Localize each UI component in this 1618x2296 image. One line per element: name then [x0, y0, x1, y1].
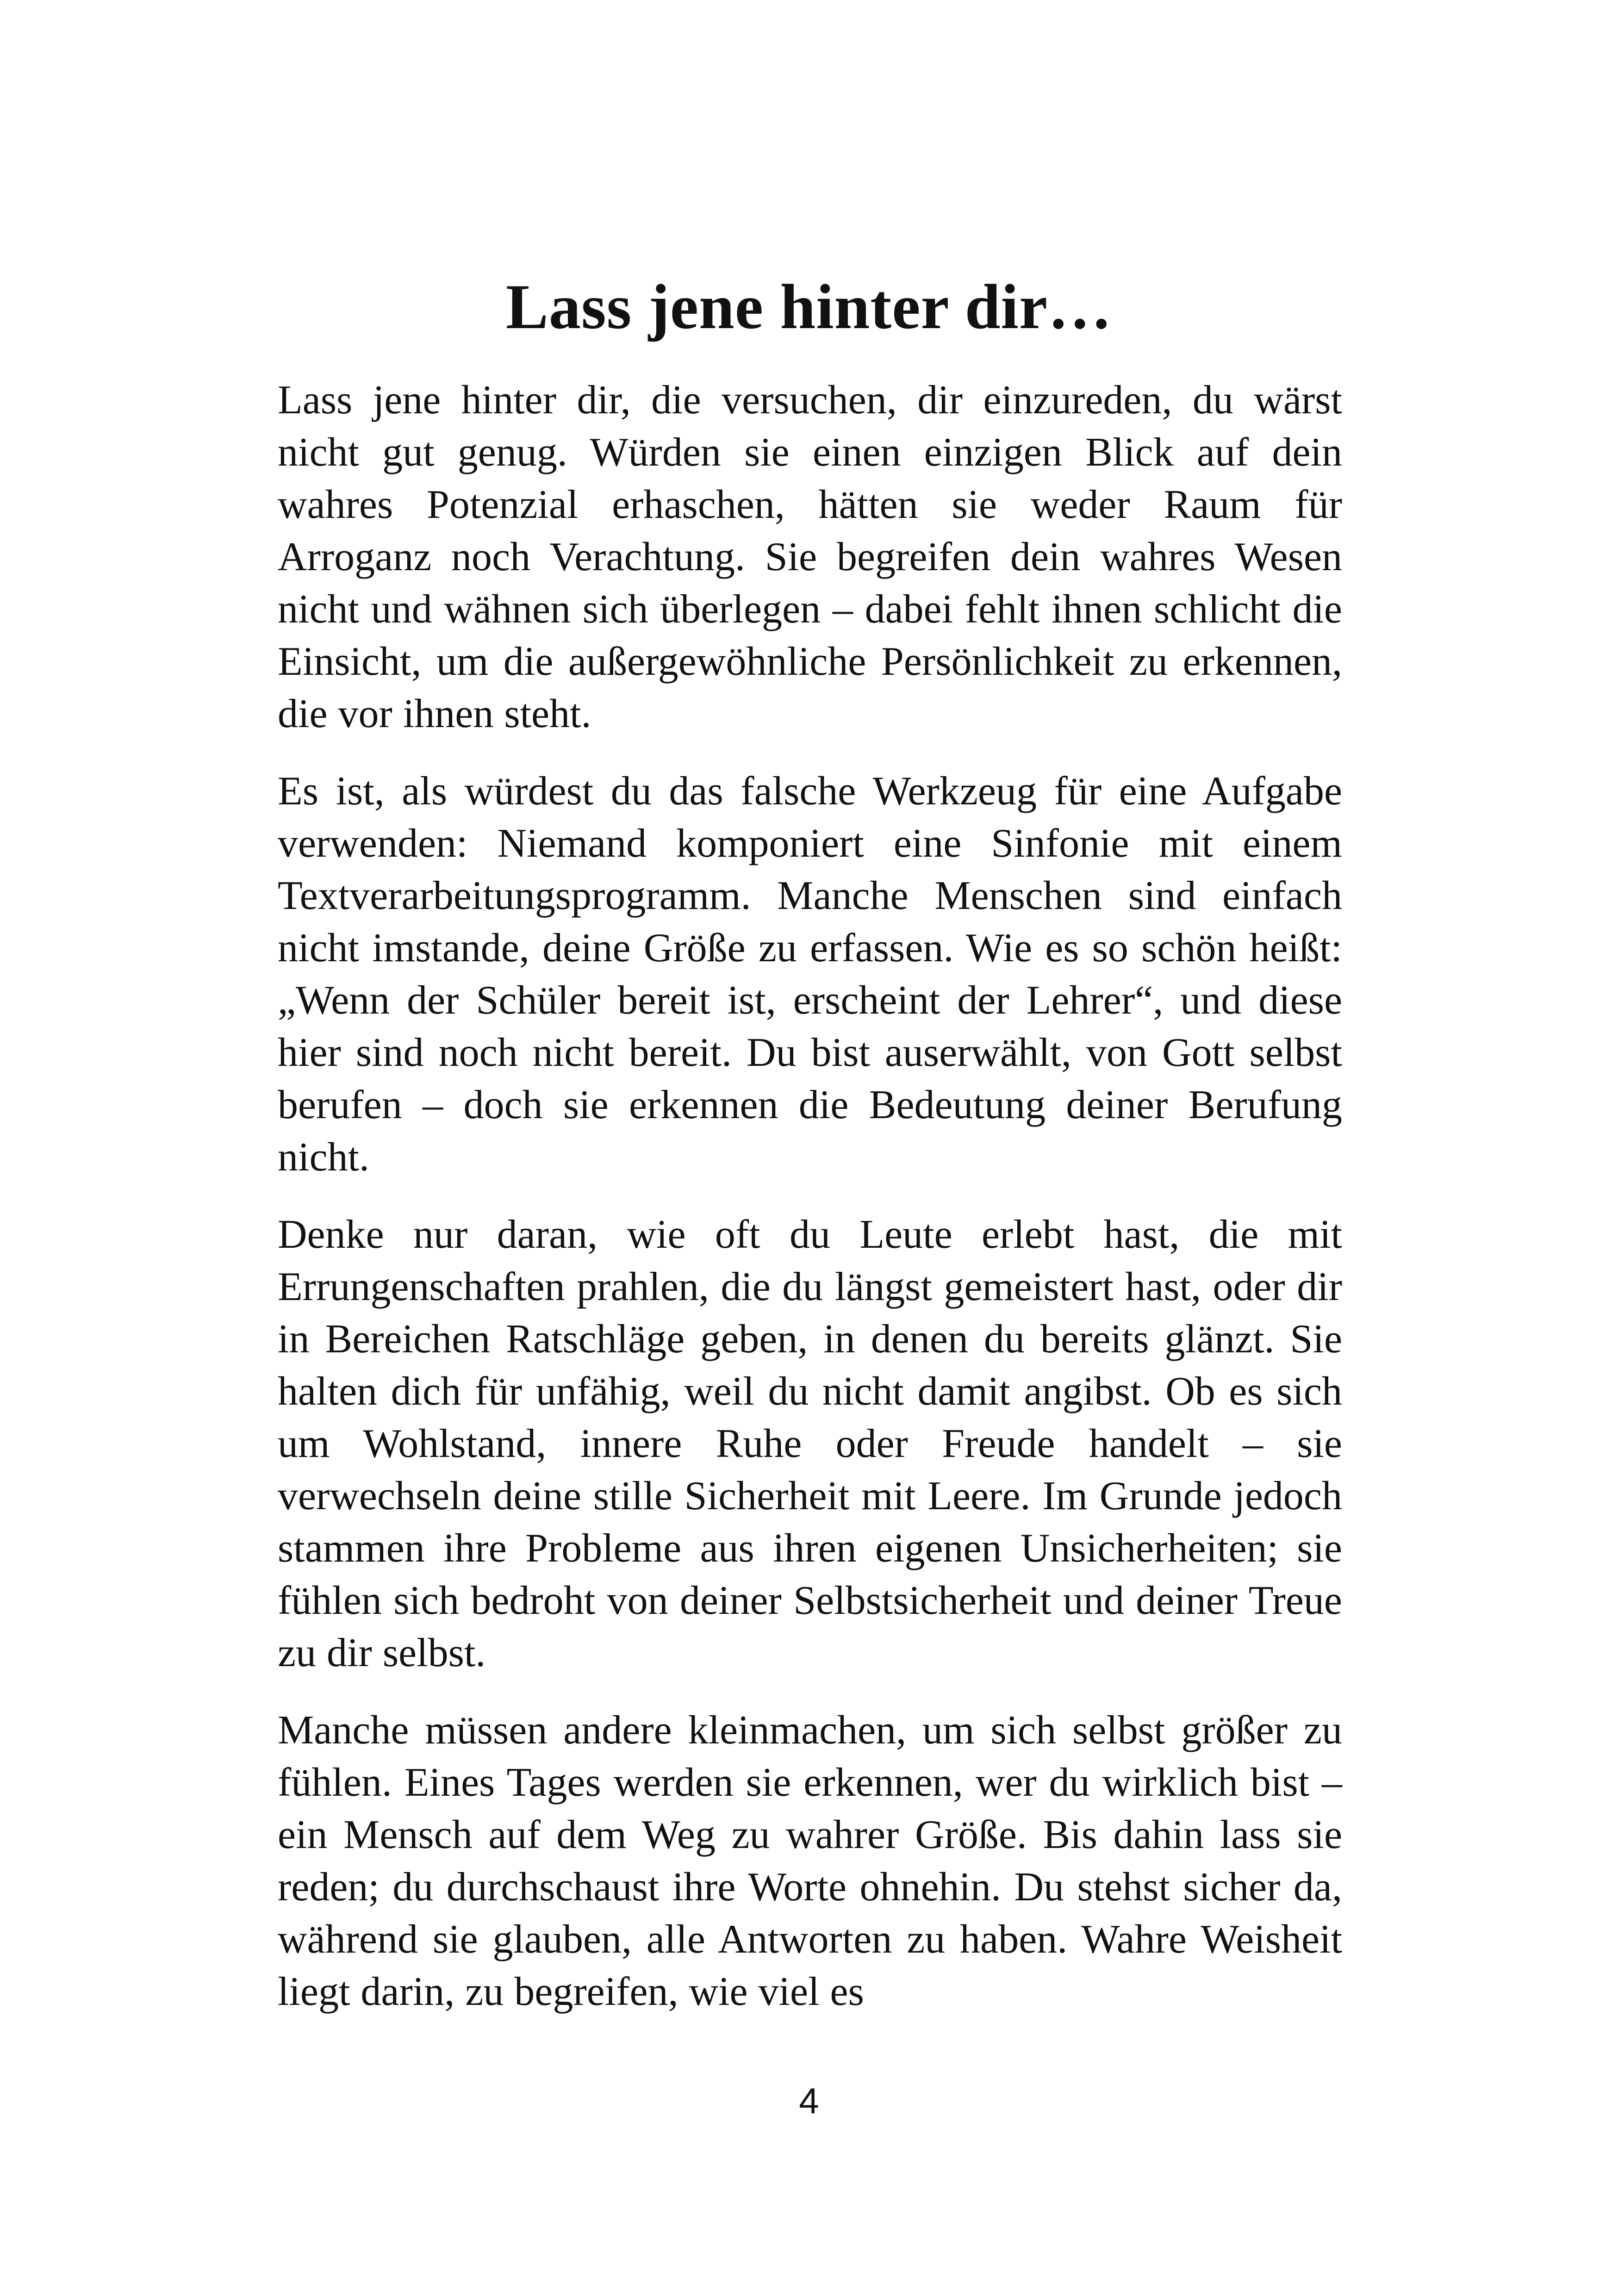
- page-number: 4: [799, 2080, 819, 2121]
- body-text: [278, 374, 1342, 2043]
- page-title: Lass jene hinter dir…: [505, 271, 1113, 342]
- paragraph-2: Es ist, als würdest du das falsche Werkzeug für eine Aufgabe verwenden: Niemand komponiert eine Sinfonie mit einem Textverarbeitungsprogramm. Manche Menschen sind einfach nicht imstande, deine Größe zu erfassen. Wie es so schön heißt: „Wenn der Schüler bereit ist, erscheint der Lehrer“, und diese hier sind noch nicht bereit. Du bist auserwählt, von Gott selbst berufen – doch sie erkennen die Bedeutung deiner Berufung nicht.: [278, 769, 1342, 1180]
- paragraph-1: Lass jene hinter dir, die versuchen, dir einzureden, du wärst nicht gut genug. Würden sie einen einzigen Blick auf dein wahres Potenzial erhaschen, hätten sie weder Raum für Arroganz noch Verachtung. Sie begreifen dein wahres Wesen nicht und wähnen sich überlegen – dabei fehlt ihnen schlicht die Einsicht, um die außergewöhnliche Persönlichkeit zu erkennen, die vor ihnen steht.: [278, 378, 1342, 736]
- paragraph-3: Denke nur daran, wie oft du Leute erlebt hast, die mit Errungenschaften prahlen, die du längst gemeistert hast, oder dir in Bereichen Ratschläge geben, in denen du bereits glänzt. Sie halten dich für unfähig, weil du nicht damit angibst. Ob es sich um Wohlstand, innere Ruhe oder Freude handelt – sie verwechseln deine stille Sicherheit mit Leere. Im Grunde jedoch stammen ihre Probleme aus ihren eigenen Unsicherheiten; sie fühlen sich bedroht von deiner Selbstsicherheit und deiner Treue zu dir selbst.: [278, 1212, 1342, 1675]
- paragraph-4: Manche müssen andere kleinmachen, um sich selbst größer zu fühlen. Eines Tages werden sie erkennen, wer du wirklich bist – ein Mensch auf dem Weg zu wahrer Größe. Bis dahin lass sie reden; du durchschaust ihre Worte ohnehin. Du stehst sicher da, während sie glauben, alle Antworten zu haben. Wahre Weisheit liegt darin, zu begreifen, wie viel es: [278, 1708, 1342, 2014]
